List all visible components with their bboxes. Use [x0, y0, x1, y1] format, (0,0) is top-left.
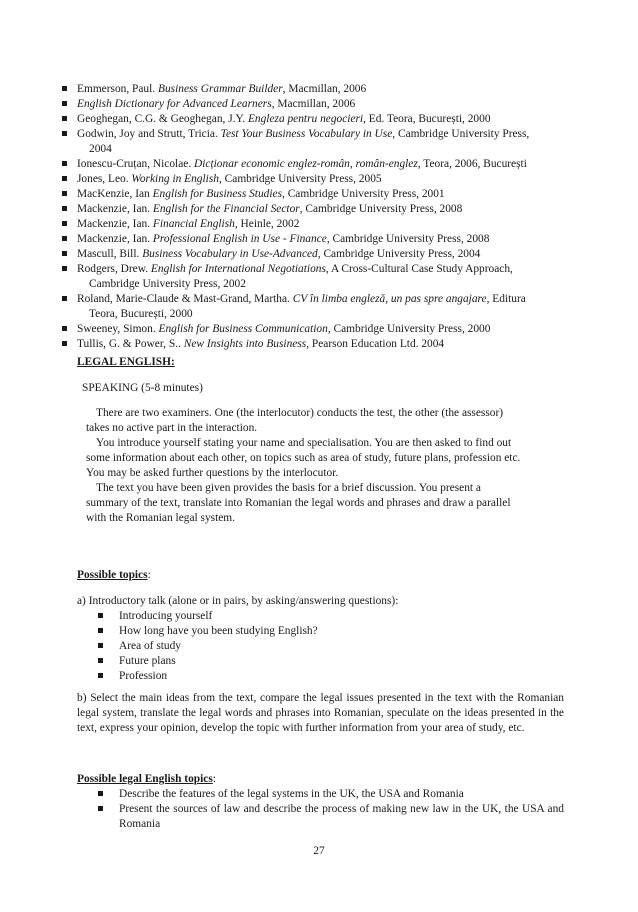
- reference-text: , Pearson Education Ltd. 2004: [306, 338, 445, 350]
- instruction-line: The text you have been given provides the basis for a brief discussion. You present a: [96, 482, 481, 494]
- instruction-line: with the Romanian legal system.: [86, 512, 236, 524]
- square-bullet-icon: [62, 251, 67, 256]
- reference-text: , Heinle, 2002: [234, 218, 300, 230]
- reference-item: [60, 127, 565, 157]
- reference-text: Godwin, Joy and Strutt, Tricia.: [77, 128, 221, 140]
- reference-text: Emmerson, Paul.: [77, 83, 158, 95]
- bibliography-list: [60, 82, 565, 352]
- part-a-list: [98, 609, 318, 684]
- reference-title: English for International Negotiations: [150, 263, 326, 275]
- reference-text: Geoghegan, C.G. & Geoghegan, J.Y.: [77, 113, 248, 125]
- reference-text: Sweeney, Simon.: [77, 323, 159, 335]
- legal-english-heading: [77, 355, 567, 370]
- topic-item-text: Future plans: [119, 655, 176, 667]
- reference-text: , Editura: [486, 293, 526, 305]
- reference-title: Test Your Business Vocabulary in Use: [220, 128, 393, 140]
- reference-title: English Dictionary for Advanced Learners: [77, 98, 272, 110]
- reference-item: [60, 232, 565, 247]
- reference-title: English for the Financial Sector: [152, 203, 300, 215]
- possible-topics-heading: [77, 568, 151, 583]
- square-bullet-icon: [62, 296, 67, 301]
- reference-title: New Insights into Business: [183, 338, 307, 350]
- colon: :: [147, 569, 151, 581]
- reference-title: Professional English in Use - Finance: [152, 233, 327, 245]
- topic-item: [98, 639, 318, 654]
- reference-title: English for Business Communication: [158, 323, 328, 335]
- square-bullet-icon: [98, 791, 103, 796]
- reference-text: , Macmillan, 2006: [282, 83, 367, 95]
- reference-item: [60, 157, 565, 172]
- reference-text: Mackenzie, Ian.: [77, 203, 153, 215]
- reference-title: Financial English: [152, 218, 235, 230]
- reference-title: Business Grammar Builder: [158, 83, 283, 95]
- reference-continuation: Teora, București, 2000: [89, 308, 193, 320]
- reference-item: [60, 247, 565, 262]
- topic-item-text: Area of study: [119, 640, 181, 652]
- legal-topic-item-text: Present the sources of law and describe the process of making new law in the UK, the USA and Romania: [119, 803, 564, 830]
- part-b-text: b) Select the main ideas from the text, compare the legal issues presented in the text with the Romanian legal system, translate the legal words and phrases into Romanian, speculate on the ideas presented in the text, express your opinion, develop the topic with further information from your area of study, etc.: [77, 692, 564, 734]
- square-bullet-icon: [98, 628, 103, 633]
- instruction-line: You may be asked further questions by the interlocutor.: [86, 467, 339, 479]
- reference-item: [60, 322, 565, 337]
- reference-text: , Macmillan, 2006: [271, 98, 356, 110]
- section-title: LEGAL ENGLISH:: [77, 356, 175, 368]
- reference-title: Engleza pentru negocieri: [247, 113, 364, 125]
- reference-text: MacKenzie, Ian: [77, 188, 153, 200]
- instruction-line: some information about each other, on topics such as area of study, future plans, profession etc.: [86, 452, 521, 464]
- reference-item: [60, 337, 565, 352]
- instruction-line: There are two examiners. One (the interlocutor) conducts the test, the other (the assessor): [96, 407, 504, 419]
- reference-continuation: 2004: [89, 143, 112, 155]
- square-bullet-icon: [62, 236, 67, 241]
- square-bullet-icon: [62, 161, 67, 166]
- part-a-text: a) Introductory talk (alone or in pairs, by asking/answering questions):: [77, 595, 399, 607]
- topic-item: [98, 669, 318, 684]
- instruction-line: takes no active part in the interaction.: [86, 422, 258, 434]
- square-bullet-icon: [62, 131, 67, 136]
- reference-text: Mackenzie, Ian.: [77, 218, 153, 230]
- reference-text: , Cambridge University Press, 2000: [327, 323, 491, 335]
- square-bullet-icon: [62, 176, 67, 181]
- reference-item: [60, 217, 565, 232]
- reference-continuation: Cambridge University Press, 2002: [89, 278, 246, 290]
- reference-item: [60, 187, 565, 202]
- reference-text: , Teora, 2006, București: [417, 158, 527, 170]
- topic-item: [98, 609, 318, 624]
- instruction-line: summary of the text, translate into Romanian the legal words and phrases and draw a parallel: [86, 497, 511, 509]
- reference-title: Business Vocabulary in Use-Advanced: [142, 248, 318, 260]
- speaking-instructions: [82, 406, 572, 526]
- reference-title: English for Business Studies: [152, 188, 283, 200]
- legal-topic-item: [98, 802, 564, 832]
- square-bullet-icon: [62, 341, 67, 346]
- square-bullet-icon: [98, 643, 103, 648]
- speaking-heading: SPEAKING (5-8 minutes): [82, 382, 203, 394]
- reference-title: Working in English: [131, 173, 219, 185]
- reference-item: [60, 97, 565, 112]
- square-bullet-icon: [62, 116, 67, 121]
- reference-item: [60, 172, 565, 187]
- reference-title: Dicționar economic englez-român, român-englez: [194, 158, 418, 170]
- reference-text: , Cambridge University Press,: [392, 128, 530, 140]
- square-bullet-icon: [98, 806, 103, 811]
- topic-item: [98, 654, 318, 669]
- square-bullet-icon: [98, 658, 103, 663]
- reference-item: [60, 292, 565, 322]
- reference-item: [60, 202, 565, 217]
- reference-text: Tullis, G. & Power, S..: [77, 338, 184, 350]
- square-bullet-icon: [62, 221, 67, 226]
- instruction-line: You introduce yourself stating your name and specialisation. You are then asked to find out: [96, 437, 512, 449]
- reference-text: Mackenzie, Ian.: [77, 233, 153, 245]
- square-bullet-icon: [62, 86, 67, 91]
- square-bullet-icon: [62, 326, 67, 331]
- square-bullet-icon: [98, 673, 103, 678]
- reference-text: , Ed. Teora, București, 2000: [363, 113, 491, 125]
- reference-text: , Cambridge University Press, 2005: [218, 173, 382, 185]
- square-bullet-icon: [62, 266, 67, 271]
- reference-item: [60, 262, 565, 292]
- reference-text: Ionescu-Cruțan, Nicolae.: [77, 158, 195, 170]
- reference-item: [60, 112, 565, 127]
- legal-topic-item: [98, 787, 564, 802]
- reference-text: , Cambridge University Press, 2008: [326, 233, 490, 245]
- reference-text: Jones, Leo.: [77, 173, 132, 185]
- topic-item-text: Introducing yourself: [119, 610, 213, 622]
- square-bullet-icon: [62, 191, 67, 196]
- topic-item-text: How long have you been studying English?: [119, 625, 318, 637]
- reference-text: Roland, Marie-Claude & Mast-Grand, Martha.: [77, 293, 293, 305]
- reference-item: [60, 82, 565, 97]
- topic-item: [98, 624, 318, 639]
- reference-text: Rodgers, Drew.: [77, 263, 151, 275]
- square-bullet-icon: [62, 206, 67, 211]
- legal-topics-label: Possible legal English topics: [77, 773, 213, 785]
- legal-topics-heading: [77, 772, 216, 787]
- colon: :: [212, 773, 216, 785]
- legal-topic-item-text: Describe the features of the legal systems in the UK, the USA and Romania: [119, 788, 464, 800]
- topic-item-text: Profession: [119, 670, 168, 682]
- page-number: 27: [313, 845, 325, 857]
- reference-text: , Cambridge University Press, 2001: [282, 188, 445, 200]
- legal-topics-list: [98, 787, 564, 832]
- reference-text: , Cambridge University Press, 2004: [317, 248, 481, 260]
- reference-text: , Cambridge University Press, 2008: [299, 203, 463, 215]
- reference-text: Mascull, Bill.: [77, 248, 143, 260]
- reference-text: , A Cross-Cultural Case Study Approach,: [325, 263, 513, 275]
- possible-topics-label: Possible topics: [77, 569, 148, 581]
- square-bullet-icon: [98, 613, 103, 618]
- square-bullet-icon: [62, 101, 67, 106]
- reference-title: CV în limba engleză, un pas spre angajare: [292, 293, 487, 305]
